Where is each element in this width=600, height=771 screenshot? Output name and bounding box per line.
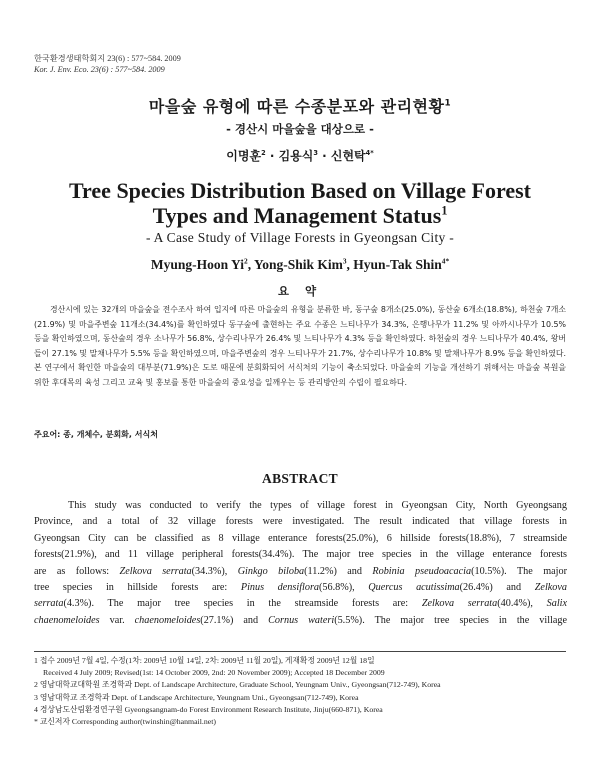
english-abstract	[34, 498, 567, 629]
species-name: Cornus wateri	[268, 614, 335, 626]
korean-title-text: 마을숲 유형에 따른 수종분포와 관리현황	[148, 97, 445, 116]
species-name: Zelkova serrata	[421, 598, 498, 610]
abstract-text: Gyeongsan City can be classified as 8 village enterance forests(25.0%), 6 hillside forests(18.8%), 7 streamside	[34, 532, 567, 544]
korean-author-affiliation-mark: 2	[261, 149, 266, 157]
footnote: 2 영남대학교대학원 조경학과 Dept. of Landscape Architecture, Graduate School, Yeungnam Univ., Gyeongsan(712-749), Korea	[34, 680, 441, 690]
species-name: Salix	[546, 598, 567, 610]
abstract-text: var.	[99, 614, 135, 626]
species-name: Quercus acutissima	[368, 582, 460, 594]
english-author-affiliation-mark: 4*	[441, 256, 450, 266]
english-abstract-line	[34, 580, 567, 596]
abstract-text: (40.4%),	[497, 598, 547, 610]
footnote: 1 접수 2009년 7월 4일, 수정(1차: 2009년 10월 14일, 2차: 2009년 11월 20일), 게재확정 2009년 12월 18일	[34, 656, 375, 665]
english-authors	[0, 257, 600, 273]
english-abstract-line	[34, 547, 567, 563]
english-abstract-line	[34, 498, 567, 514]
author-separator: ,	[247, 257, 254, 272]
footnote: 4 경상남도산림환경연구원 Gyeongsangnam-do Forest Environment Research Institute, Jinju(660-871), Korea	[34, 704, 383, 714]
english-abstract-line	[34, 531, 567, 547]
korean-keywords: 주요어: 종, 개체수, 분회화, 서식처	[34, 430, 158, 439]
korean-author-name: 이명훈	[226, 149, 262, 163]
korean-title	[0, 94, 600, 117]
abstract-text: are as follows:	[34, 565, 120, 577]
english-title-line1: Tree Species Distribution Based on Village Forest	[69, 178, 531, 203]
english-abstract-line	[34, 564, 567, 580]
korean-author-name: 김용식	[278, 149, 314, 163]
footnote: * 교신저자 Corresponding author(twinshin@hanmail.net)	[34, 717, 216, 727]
english-author-name: Yong-Shik Kim	[253, 257, 343, 272]
journal-header-korean: 한국환경생태학회지 23(6) : 577~584. 2009	[34, 54, 181, 63]
korean-author-affiliation-mark: 4*	[365, 149, 374, 157]
abstract-text: (27.1%) and	[200, 614, 269, 626]
english-abstract-heading: ABSTRACT	[262, 471, 338, 486]
author-separator: ·	[265, 149, 279, 163]
english-abstract-line	[34, 596, 567, 612]
english-author-affiliation-mark: 2	[243, 256, 248, 266]
korean-authors	[0, 147, 600, 164]
english-title	[0, 178, 600, 228]
korean-subtitle: - 경산시 마을숲을 대상으로 -	[226, 122, 374, 136]
abstract-text: (34.3%),	[191, 565, 238, 577]
footnotes	[34, 655, 574, 728]
english-abstract-line	[34, 613, 567, 629]
korean-title-footnote-mark: 1	[444, 98, 452, 109]
species-name: serrata	[34, 598, 64, 610]
footnote: Received 4 July 2009; Revised(1st: 14 October 2009, 2nd: 20 November 2009); Accepted 18 December 2009	[43, 668, 385, 678]
footnote: 3 영남대학교 조경학과 Dept. of Landscape Architecture, Yeungnam Uni., Gyeongsan(712-749), Korea	[34, 692, 359, 702]
author-separator: ,	[346, 257, 354, 272]
species-name: Zelkova	[534, 582, 567, 594]
english-title-footnote-mark: 1	[441, 203, 448, 218]
species-name: Ginkgo biloba	[237, 565, 305, 577]
species-name: chaenomeloides	[34, 614, 100, 626]
english-title-line2: Types and Management Status	[152, 203, 442, 228]
abstract-text: (56.8%),	[319, 582, 369, 594]
korean-abstract-heading: 요 약	[277, 284, 323, 298]
english-author-name: Hyun-Tak Shin	[353, 257, 442, 272]
english-abstract-line	[34, 514, 567, 530]
english-subtitle: - A Case Study of Village Forests in Gyeongsan City -	[145, 230, 455, 245]
english-author-affiliation-mark: 3	[342, 256, 347, 266]
abstract-text: forests(21.9%), and 11 village peripheral forests(34.4%). The major tree species in the village enterance forests	[34, 549, 567, 561]
abstract-text: (11.2%) and	[304, 565, 373, 577]
species-name: Pinus densiflora	[240, 582, 320, 594]
korean-author-name: 신현탁	[330, 149, 366, 163]
abstract-text: tree species in hillside forests are:	[34, 582, 241, 594]
english-author-name: Myung-Hoon Yi	[150, 257, 244, 272]
korean-author-affiliation-mark: 3	[313, 149, 318, 157]
species-name: Zelkova serrata	[119, 565, 192, 577]
species-name: chaenomeloides	[134, 614, 201, 626]
abstract-text: Province, and a total of 32 village forests were investigated. The result indicated that village forests in	[34, 516, 567, 528]
journal-header-english: Kor. J. Env. Eco. 23(6) : 577~584. 2009	[34, 65, 165, 74]
korean-abstract-body: 경산시에 있는 32개의 마을숲을 전수조사 하여 입지에 따른 마을숲의 유형을 분류한 바, 동구숲 8개소(25.0%), 동산숲 6개소(18.8%), 하천숲 7개소(21.9%) 및 마을주변숲 11개소(34.4%)를 확인하였다 동구숲에 출현하는 주요 수종은 느티나무가 34.3%, 은행나무가 11.2% 및 아까시나무가 10.5% 등을 확인하였으며, 동산숲의 경우 소나무가 56.8%, 상수리나무가 26.4% 및 느티나무가 4.3% 등을 확인하였다. 하천숲의 경우 느티나무가 40.4%, 왕버들이 27.1% 및 말채나무가 5.5% 등을 확인하였으며, 마을주변숲의 경우 느티나무가 21.7%, 상수리나무가 10.8% 및 말채나무가 8.9% 등을 확인하였다. 본 연구에서 확인한 마을숲의 대부분(71.9%)은 도로 때문에 분회화되어 서식처의 기능이 축소되었다. 마을숲의 기능을 개선하기 위해서는 마을숲 복원을 위한 후대목의 육성 그리고 교육 및 홍보를 통한 마을숲의 중요성을 일깨우는 등 관리방안의 수립이 필요하다.	[34, 305, 566, 387]
abstract-text: This study was conducted to verify the types of village forest in Gyeongsan City, North Gyeongsang	[68, 500, 567, 511]
abstract-text: (26.4%) and	[459, 582, 535, 594]
korean-abstract	[34, 303, 566, 390]
abstract-text: (5.5%). The major tree species in the village	[334, 614, 567, 626]
footnote-divider	[34, 651, 566, 652]
abstract-text: (4.3%). The major tree species in the streamside forests are:	[63, 598, 422, 610]
species-name: Robinia pseudoacacia	[372, 565, 472, 577]
abstract-text: (10.5%). The major	[471, 565, 567, 577]
author-separator: ·	[317, 149, 331, 163]
